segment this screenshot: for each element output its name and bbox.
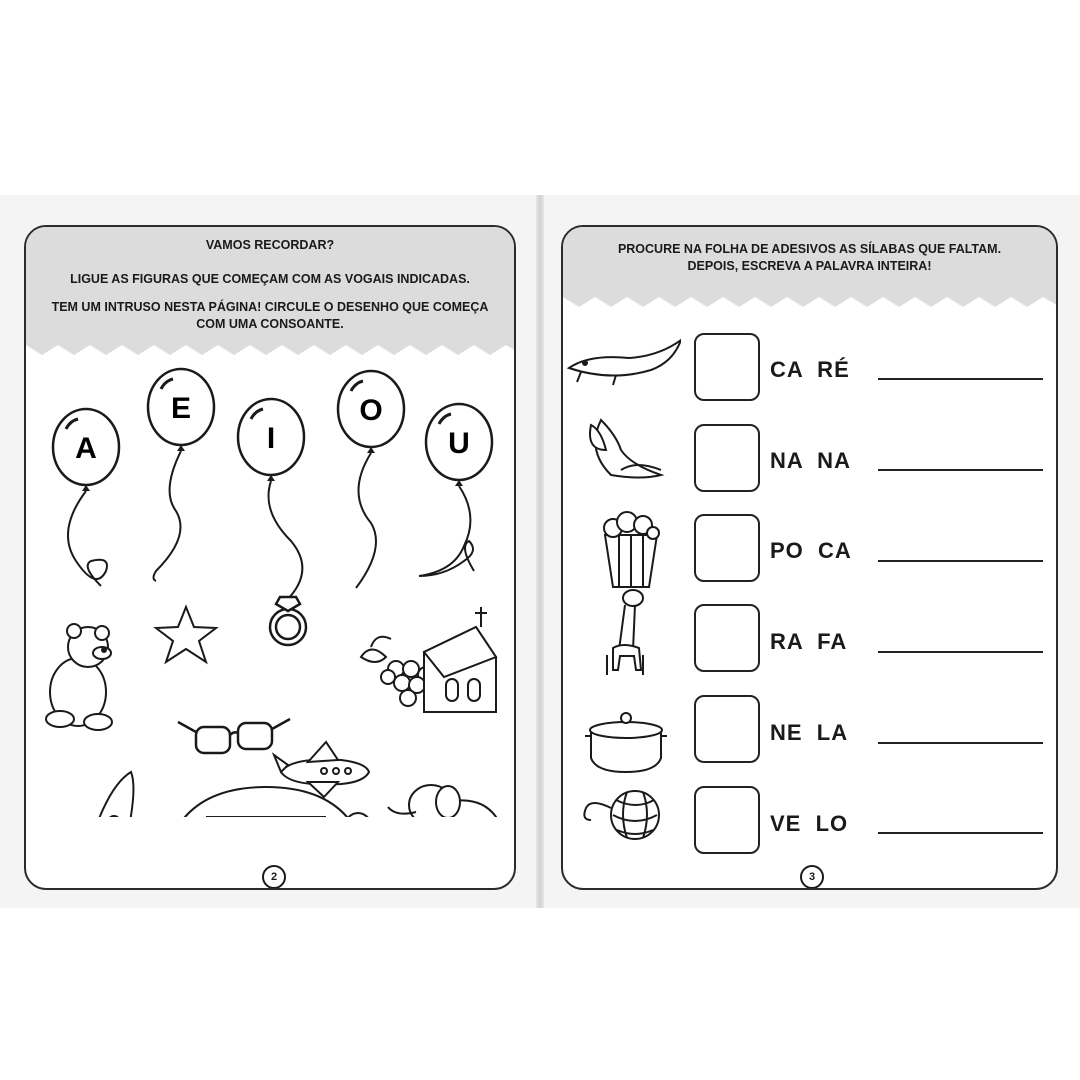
balloon-u[interactable] <box>419 404 492 576</box>
glasses-picture[interactable] <box>178 719 290 753</box>
syllables-1: CA RÉ <box>770 357 850 382</box>
write-line-3[interactable] <box>878 560 1043 562</box>
yarn-ball-picture[interactable] <box>584 791 659 839</box>
sticker-box-6[interactable] <box>694 786 760 854</box>
balloon-e[interactable] <box>148 369 214 581</box>
vowel-e: E <box>170 392 192 425</box>
syllables-5: NE LA <box>770 720 849 745</box>
syllables-2: NA NA <box>770 448 851 473</box>
popcorn-picture[interactable] <box>604 512 659 587</box>
vowel-o: O <box>359 394 383 427</box>
right-header <box>563 227 1056 297</box>
balloons-and-pictures <box>26 357 516 817</box>
left-instruction-2: TEM UM INTRUSO NESTA PÁGINA! CIRCULE O DESENHO QUE COMEÇA COM UMA CONSOANTE. <box>51 300 489 331</box>
write-line-2[interactable] <box>878 469 1043 471</box>
book-gutter <box>536 195 544 908</box>
syllables-3: PO CA <box>770 538 852 563</box>
ring-picture[interactable] <box>270 597 306 645</box>
left-title: VAMOS RECORDAR? <box>205 238 335 252</box>
church-picture[interactable] <box>424 607 496 712</box>
sticker-box-2[interactable] <box>694 424 760 492</box>
vowel-u: U <box>448 427 470 460</box>
word-pictures <box>561 330 681 850</box>
elephant-picture[interactable] <box>388 785 506 817</box>
left-page <box>24 225 516 890</box>
balloon-i[interactable] <box>238 399 304 601</box>
banana-picture[interactable] <box>590 420 661 478</box>
vowel-i: I <box>266 422 276 455</box>
zigzag-border-right <box>563 295 1058 309</box>
sticker-box-1[interactable] <box>694 333 760 401</box>
right-instruction: PROCURE NA FOLHA DE ADESIVOS AS SÍLABAS QUE FALTAM. DEPOIS, ESCREVA A PALAVRA INTEIRA! <box>617 242 1002 273</box>
write-line-1[interactable] <box>878 378 1043 380</box>
page-number-2: 2 <box>262 865 286 889</box>
write-line-4[interactable] <box>878 651 1043 653</box>
vowel-a: A <box>75 432 97 465</box>
giraffe-picture[interactable] <box>607 590 643 675</box>
rocket-picture[interactable] <box>69 772 133 817</box>
syllables-6: VE LO <box>770 811 849 836</box>
write-line-6[interactable] <box>878 832 1043 834</box>
sticker-box-5[interactable] <box>694 695 760 763</box>
bear-picture[interactable] <box>46 624 112 730</box>
write-line-5[interactable] <box>878 742 1043 744</box>
left-instruction-1: LIGUE AS FIGURAS QUE COMEÇAM COM AS VOGAIS INDICADAS. <box>70 272 470 286</box>
sticker-box-3[interactable] <box>694 514 760 582</box>
zigzag-border <box>26 343 516 357</box>
pan-picture[interactable] <box>585 713 667 772</box>
balloon-o[interactable] <box>338 371 404 588</box>
page-number-3: 3 <box>800 865 824 889</box>
balloon-a[interactable] <box>53 409 119 586</box>
igloo-picture[interactable] <box>161 787 371 817</box>
sticker-box-4[interactable] <box>694 604 760 672</box>
syllables-4: RA FA <box>770 629 848 654</box>
left-header <box>26 227 514 345</box>
alligator-picture[interactable] <box>569 340 681 385</box>
star-picture[interactable] <box>156 607 216 662</box>
